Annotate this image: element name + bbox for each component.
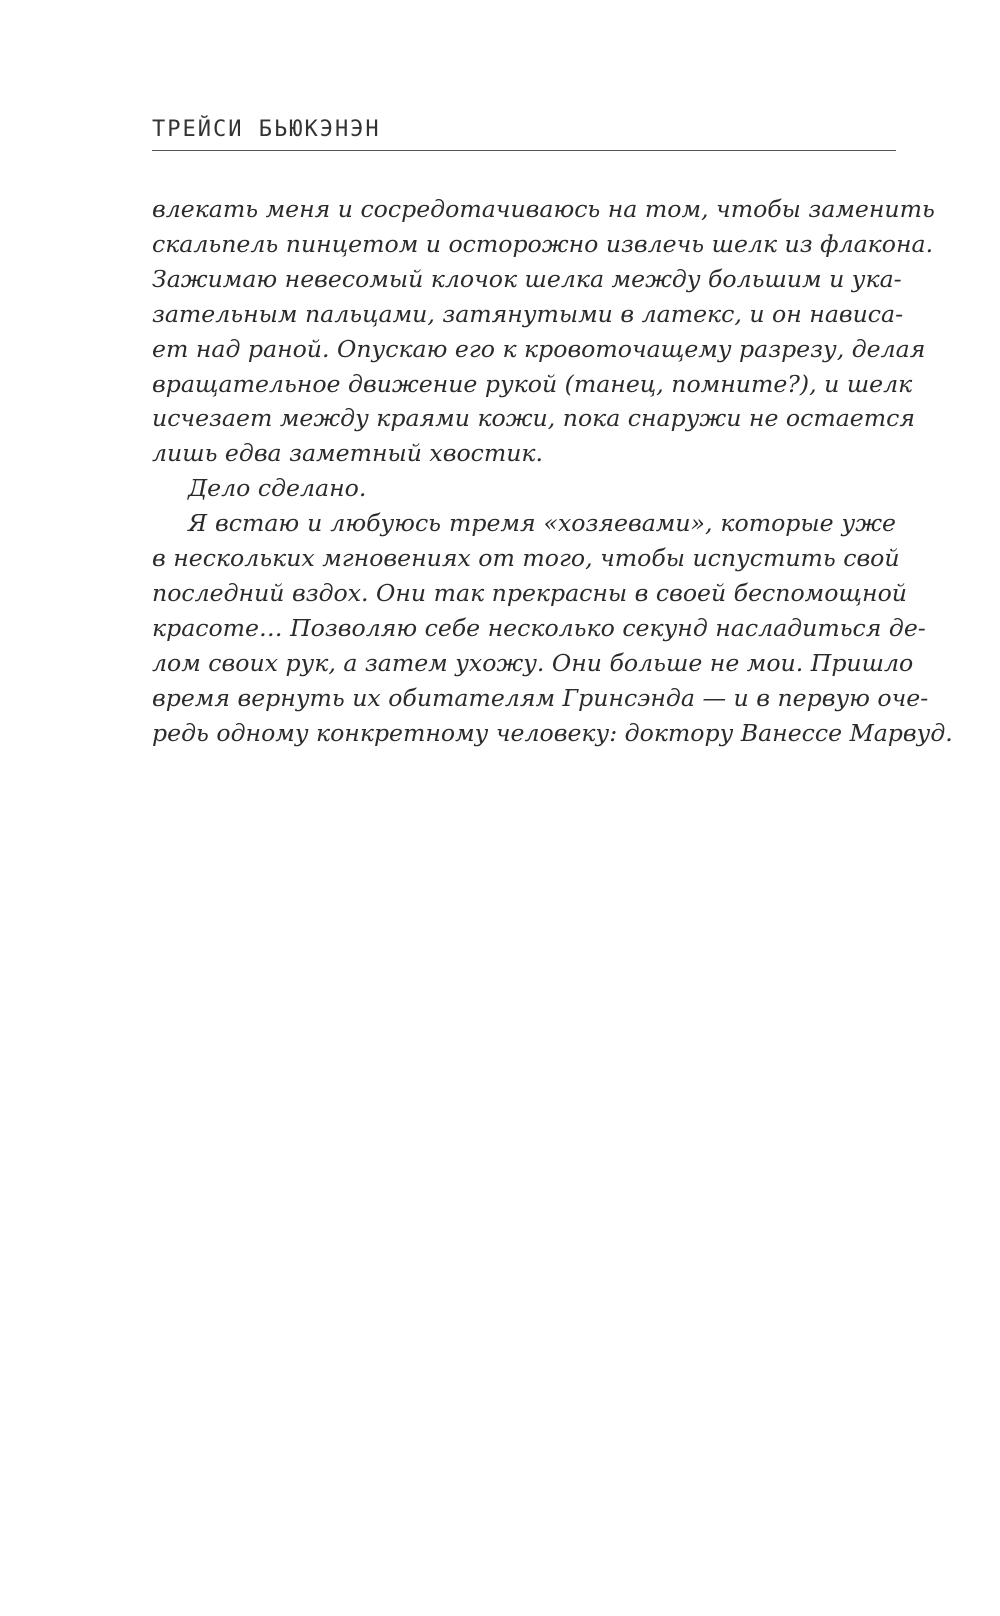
text-line: вращательное движение рукой (танец, помните?), и шелк: [152, 369, 913, 398]
text-line: влекать меня и сосредотачиваюсь на том, чтобы заменить: [152, 195, 935, 223]
text-line: лишь едва заметный хвостик.: [152, 439, 544, 468]
text-line: зательным пальцами, затянутыми в латекс, и он нависа-: [152, 299, 904, 328]
text-line: в нескольких мгновениях от того, чтобы испустить свой: [152, 544, 900, 573]
body-text: [152, 192, 953, 751]
text-line: Зажимаю невесомый клочок шелка между большим и ука-: [152, 264, 902, 293]
text-line: последний вздох. Они так прекрасны в своей беспомощной: [152, 578, 907, 607]
text-line: Я встаю и любуюсь тремя «хозяевами», которые уже: [188, 509, 896, 538]
running-head: [152, 116, 896, 151]
text-line: ет над раной. Опускаю его к кровоточащему разрезу, делая: [152, 334, 926, 363]
text-line: Дело сделано.: [188, 474, 367, 503]
running-head-title: ТРЕЙСИ БЬЮКЭНЭН: [152, 117, 381, 142]
text-line: исчезает между краями кожи, пока снаружи не остается: [152, 404, 915, 433]
text-line: скальпель пинцетом и осторожно извлечь шелк из флакона.: [152, 229, 934, 258]
text-line: красоте… Позволяю себе несколько секунд насладиться де-: [152, 613, 926, 642]
text-line: время вернуть их обитателям Гринсэнда — и в первую оче-: [152, 683, 929, 712]
text-line: редь одному конкретному человеку: доктору Ванессе Марвуд.: [152, 718, 953, 747]
text-line: лом своих рук, а затем ухожу. Они больше не мои. Пришло: [152, 648, 914, 677]
